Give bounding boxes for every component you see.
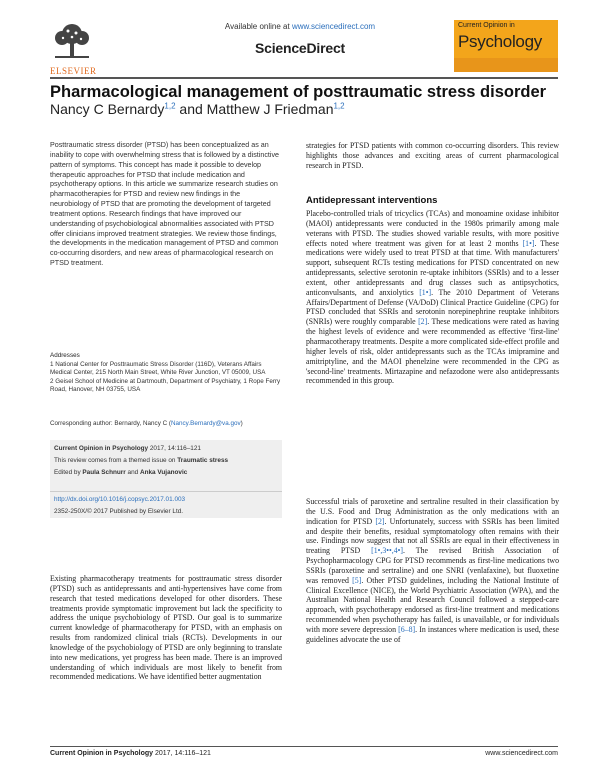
citation-link[interactable]: [5] (352, 575, 362, 585)
journal-cover-small: Current Opinion in (458, 22, 515, 29)
addresses-heading: Addresses (50, 352, 80, 359)
info-theme (54, 457, 228, 464)
corresponding-close: ) (240, 420, 243, 427)
citation-link[interactable]: [1•] (522, 238, 535, 248)
info-editor-1: Paula Schnurr (82, 469, 126, 476)
footer-volume: 2017, 14:116–121 (153, 750, 211, 757)
right-intro-paragraph: strategies for PTSD patients with common co-occurring disorders. This review highlights those advances and exciting areas of current pharmacological research in PTSD. (306, 141, 559, 170)
publisher-name: ELSEVIER (50, 66, 97, 76)
footer-rule (50, 746, 558, 747)
p2-text-e: . In instances where medication is used, these guidelines advocate the use of (306, 624, 559, 644)
info-edited-and: and (125, 469, 140, 476)
p2-text-d: . Other PTSD guidelines, including the National Institute of Clinical Excellence (NICE), the World Psychiatric Association (WPA), and the Australian National Health and Research Council followed a stepped-care approach, with psychotherapy endorsed as first-line treatment and medications recommended when psychotherapy has failed, is unavailable, or for individuals with more severe depression (306, 575, 559, 634)
abstract: Posttraumatic stress disorder (PTSD) has been conceptualized as an inability to cope with overwhelming stress that is followed by a distinctive pattern of symptoms. This concept has made it possible to develop therapeutic approaches for PTSD that include medication and psychotherapy options. In this article we summarize research studies on pharmacotherapies for PTSD and review new findings in the neurobiology of PTSD that are promoting the development of targeted treatment options. Research findings that have improved our understanding of psychobiological abnormalities associated with PTSD offer clinicians improved treatment strategies. We review those findings, the developments in the medication management of PTSD and common co-occurring disorders, and new areas of pharmacological research on PTSD treatment. (50, 141, 280, 268)
p1-text-d: . These medications were rated as having the highest levels of evidence and were recommended as effective 'first-line' pharmacotherapy treatments. Despite a more complicated side-effect profile and higher levels of risk, older antidepressants such as the TCAs imipramine and amitriptyline, and the MAOI phenelzine were recommended in the CPG as 'second-line' treatments. Mirtazapine and nefazodone were also antidepressants recommended in this group. (306, 317, 559, 386)
header-rule (50, 77, 558, 79)
info-editor-2: Anka Vujanovic (139, 469, 188, 476)
info-citation (54, 445, 201, 452)
doi-link[interactable]: http://dx.doi.org/10.1016/j.copsyc.2017.01.003 (54, 496, 186, 503)
corresponding-author (50, 420, 282, 427)
intro-paragraph: Existing pharmacotherapy treatments for posttraumatic stress disorder (PTSD) such as antidepressants and anti-hypertensives have come from research that tested medications developed for other disorders. These treatments provide symptomatic improvement but lack the specificity to address the unique psychobiology of PTSD. Our goal is to summarize current knowledge of pharmacotherapy for PTSD, with an emphasis on results from randomized clinical trials (RCTs). Developments in our knowledge of the psychobiology of PTSD are only beginning to translate into new medications, yet progress has been made. There is an improved understanding of which individuals are most likely to benefit from recommended medications. We have identified better augmentation (50, 574, 282, 682)
author-1-affiliation[interactable]: 1,2 (164, 101, 176, 111)
paragraph-2 (306, 497, 559, 645)
corresponding-email[interactable]: Nancy.Bernardy@va.gov (170, 420, 241, 427)
address-1: 1 National Center for Posttraumatic Stress Disorder (116D), Veterans Affairs Medical Center, 215 North Main Street, White River Junction, VT 05009, USA (50, 360, 266, 377)
journal-cover[interactable] (454, 20, 558, 72)
section-heading: Antidepressant interventions (306, 195, 438, 206)
article-title: Pharmacological management of posttraumatic stress disorder (50, 83, 547, 101)
corresponding-text: Corresponding author: Bernardy, Nancy C ( (50, 420, 171, 427)
citation-link[interactable]: [2] (418, 317, 428, 327)
p1-text-a: Placebo-controlled trials of tricyclics (TCAs) and monoamine oxidase inhibitor (MAOI) antidepressants were conducted in the 1980s primarily among male veterans with PTSD. The studies showed variable results, with more positive effects noted where treatment was given for at least 2 months (306, 209, 559, 248)
citation-link[interactable]: [6–8] (398, 624, 416, 634)
info-editors (54, 469, 187, 476)
info-theme-name: Traumatic stress (177, 457, 229, 464)
author-1: Nancy C Bernardy (50, 101, 165, 117)
authors (50, 101, 345, 117)
footer-journal: Current Opinion in Psychology (50, 750, 154, 757)
addresses (50, 352, 282, 395)
citation-link[interactable]: [2] (375, 516, 385, 526)
author-2: and Matthew J Friedman (175, 101, 334, 117)
footer-citation (50, 750, 211, 757)
p1-text-b: . These medications were widely used to treat PTSD at that time. With manufacturers' support, subsequent RCTs testing medications for PTSD concentrated on new antidepressants, selective serotonin re-uptake inhibitors (SSRIs) and to a lesser extent, other antidepressants and drug classes such as antipsychotics, anticonvulsants, and anxiolytics (306, 238, 559, 297)
available-prefix: Available online at (224, 22, 292, 31)
p1-text-c: . The 2010 Department of Veterans Affairs/Department of Defense (VA/DoD) Clinical Practice Guideline (CPG) for PTSD concluded that SSRIs and serotonin norepinephrine reuptake inhibitors (SNRIs) were roughly comparable (306, 287, 559, 327)
info-edited-prefix: Edited by (54, 469, 83, 476)
sciencedirect-brand: ScienceDirect (254, 40, 345, 56)
footer-site[interactable]: www.sciencedirect.com (485, 750, 558, 757)
p2-text-c: . The revised British Association of Psychopharmacology CPG for PTSD recommends as first-line medications two SSRIs (paroxetine and sertraline) and one SNRI (venlafaxine), but fluoxetine was removed (306, 546, 559, 585)
sciencedirect-link[interactable]: www.sciencedirect.com (291, 22, 376, 31)
p2-text-a: Successful trials of paroxetine and sertraline resulted in their classification by the U.S. Food and Drug Administration as the only medications with an indication for PTSD (306, 497, 559, 526)
p2-text-b: . Unfortunately, success with SSRIs has been limited and despite their benefits, residual symptomatology often remains with their use. Findings now suggest that not all SSRIs are equal in their effectiveness in treating PTSD (306, 516, 559, 556)
info-divider (50, 491, 282, 492)
info-volume: 2017, 14:116–121 (148, 445, 201, 452)
author-2-affiliation[interactable]: 1,2 (333, 101, 345, 111)
copyright: 2352-250X/© 2017 Published by Elsevier Ltd. (54, 508, 184, 515)
paragraph-1 (306, 209, 559, 386)
address-2: 2 Geisel School of Medicine at Dartmouth, Department of Psychiatry, 1 Rope Ferry Road, Hanover, NH 03755, USA (50, 377, 281, 394)
journal-cover-bar (454, 58, 558, 72)
article-info-box (50, 440, 282, 518)
elsevier-tree-logo-icon (49, 20, 95, 64)
citation-link[interactable]: [1•] (419, 287, 432, 297)
citation-link[interactable]: [1•,3••,4•] (371, 546, 403, 556)
info-journal: Current Opinion in Psychology (54, 445, 149, 452)
journal-cover-title: Psychology (458, 32, 542, 51)
info-theme-prefix: This review comes from a themed issue on (54, 457, 178, 464)
